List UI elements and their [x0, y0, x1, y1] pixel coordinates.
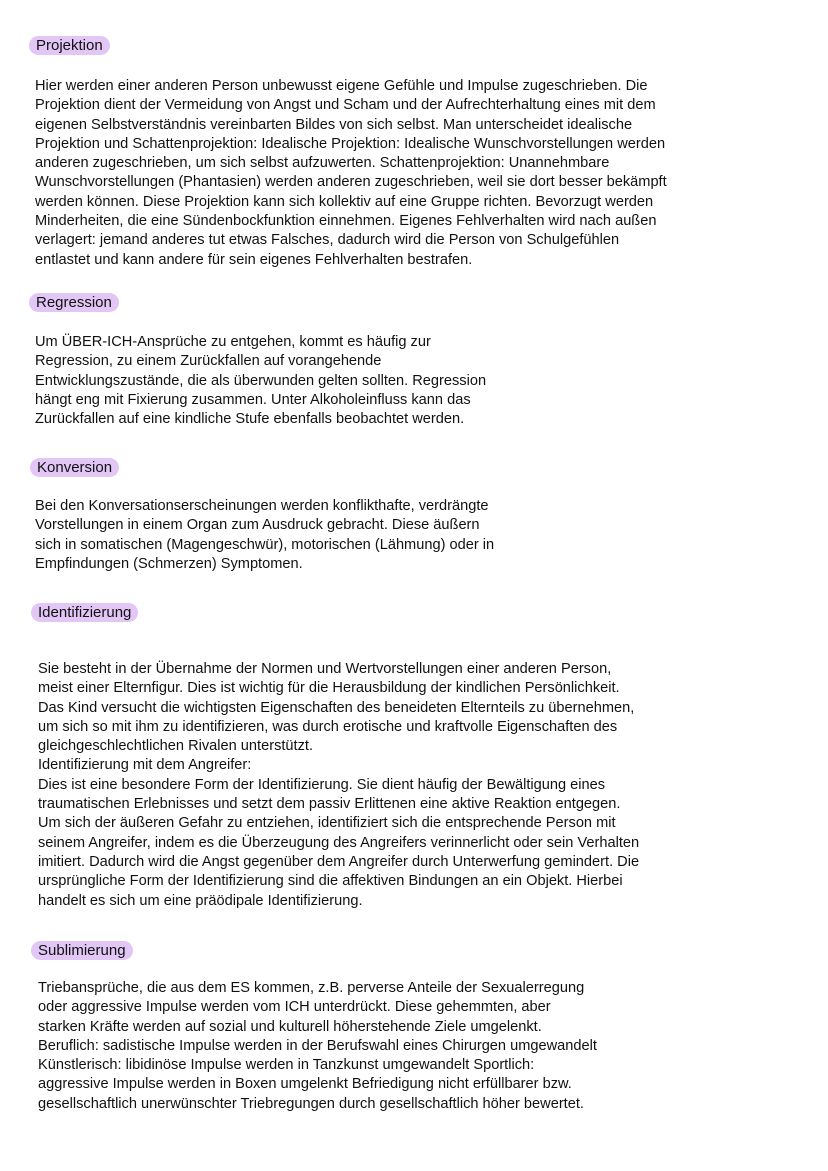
heading-sublimierung: Sublimierung [31, 941, 133, 960]
text-line: Wunschvorstellungen (Phantasien) werden anderen zugeschrieben, weil sie dort besser bekämpft [35, 174, 667, 191]
text-line: verlagert: jemand anderes tut etwas Falsches, dadurch wird die Person von Schulgefühlen [35, 232, 620, 249]
text-line: um sich so mit ihm zu identifizieren, was durch erotische und kraftvolle Eigenschaften des [38, 718, 618, 735]
paragraph-identifizierung [38, 660, 639, 911]
text-line: Regression, zu einem Zurückfallen auf vorangehende [35, 353, 382, 370]
text-line: traumatischen Erlebnisses und setzt dem passiv Erlittenen eine aktive Reaktion entgegen. [38, 796, 621, 813]
text-line: Entwicklungszustände, die als überwunden gelten sollten. Regression [35, 372, 487, 389]
heading-konversion: Konversion [30, 458, 119, 477]
text-line: hängt eng mit Fixierung zusammen. Unter Alkoholeinfluss kann das [35, 391, 471, 408]
text-line: handelt es sich um eine präödipale Identifizierung. [38, 892, 363, 909]
text-line: Beruflich: sadistische Impulse werden in der Berufswahl eines Chirurgen umgewandelt [38, 1037, 597, 1054]
text-line: entlastet und kann andere für sein eigenes Fehlverhalten bestrafen. [35, 251, 473, 268]
heading-identifizierung: Identifizierung [31, 603, 138, 622]
text-line: Triebansprüche, die aus dem ES kommen, z.B. perverse Anteile der Sexualerregung [38, 980, 585, 996]
text-line: anderen zugeschrieben, um sich selbst aufzuwerten. Schattenprojektion: Unannehmbare [35, 155, 610, 172]
text-line: Vorstellungen in einem Organ zum Ausdruck gebracht. Diese äußern [35, 517, 480, 534]
text-line: sich in somatischen (Magengeschwür), motorischen (Lähmung) oder in [35, 536, 495, 553]
text-line: werden können. Diese Projektion kann sich kollektiv auf eine Gruppe richten. Bevorzugt werden [35, 193, 654, 210]
paragraph-konversion [35, 497, 494, 574]
text-line: Empfindungen (Schmerzen) Symptomen. [35, 555, 303, 572]
text-line: Um sich der äußeren Gefahr zu entziehen, identifiziert sich die entsprechende Person mit [38, 815, 616, 832]
text-line: Projektion und Schattenprojektion: Idealische Projektion: Idealische Wunschvorstellungen werden [35, 135, 666, 152]
text-line: imitiert. Dadurch wird die Angst gegenüber dem Angreifer durch Unterwerfung gemindert. Die [38, 853, 640, 870]
heading-projektion: Projektion [29, 36, 110, 55]
text-line: Dies ist eine besondere Form der Identifizierung. Sie dient häufig der Bewältigung eines [38, 776, 606, 793]
text-line: gleichgeschlechtlichen Rivalen unterstützt. [38, 738, 314, 755]
text-line: seinem Angreifer, indem es die Überzeugung des Angreifers verinnerlicht oder sein Verhalten [38, 834, 640, 851]
paragraph-regression [35, 333, 486, 429]
text-line: Künstlerisch: libidinöse Impulse werden in Tanzkunst umgewandelt Sportlich: [38, 1057, 535, 1074]
text-line: Hier werden einer anderen Person unbewusst eigene Gefühle und Impulse zugeschrieben. Die [35, 78, 648, 94]
text-line: starken Kräfte werden auf sozial und kulturell höherstehende Ziele umgelenkt. [38, 1018, 542, 1035]
heading-regression: Regression [29, 293, 119, 312]
text-line: oder aggressive Impulse werden vom ICH unterdrückt. Diese gehemmten, aber [38, 999, 551, 1016]
text-line: aggressive Impulse werden in Boxen umgelenkt Befriedigung nicht erfüllbarer bzw. [38, 1076, 572, 1093]
text-line: Zurückfallen auf eine kindliche Stufe ebenfalls beobachtet werden. [35, 411, 465, 428]
text-line: gesellschaftlich unerwünschter Triebregungen durch gesellschaftlich höher bewertet. [38, 1095, 584, 1112]
text-line: meist einer Elternfigur. Dies ist wichtig für die Herausbildung der kindlichen Persönlichkeit. [38, 680, 620, 697]
text-line: Um ÜBER-ICH-Ansprüche zu entgehen, kommt es häufig zur [35, 334, 431, 350]
text-line: Das Kind versucht die wichtigsten Eigenschaften des beneideten Elternteils zu übernehmen, [38, 699, 635, 716]
text-line: Minderheiten, die eine Sündenbockfunktion einnehmen. Eigenes Fehlverhalten wird nach außen [35, 213, 657, 230]
text-line: Identifizierung mit dem Angreifer: [38, 757, 252, 774]
text-line: Sie besteht in der Übernahme der Normen und Wertvorstellungen einer anderen Person, [38, 661, 612, 677]
paragraph-projektion [35, 77, 667, 270]
text-line: eigenen Selbstverständnis vereinbarten Bildes von sich selbst. Man unterscheidet idealische [35, 116, 633, 133]
text-line: Projektion dient der Vermeidung von Angst und Scham und der Aufrechterhaltung eines mit dem [35, 97, 656, 114]
paragraph-sublimierung [38, 979, 597, 1114]
text-line: Bei den Konversationserscheinungen werden konflikthafte, verdrängte [35, 498, 489, 514]
text-line: ursprüngliche Form der Identifizierung sind die affektiven Bindungen an ein Objekt. Hierbei [38, 873, 623, 890]
